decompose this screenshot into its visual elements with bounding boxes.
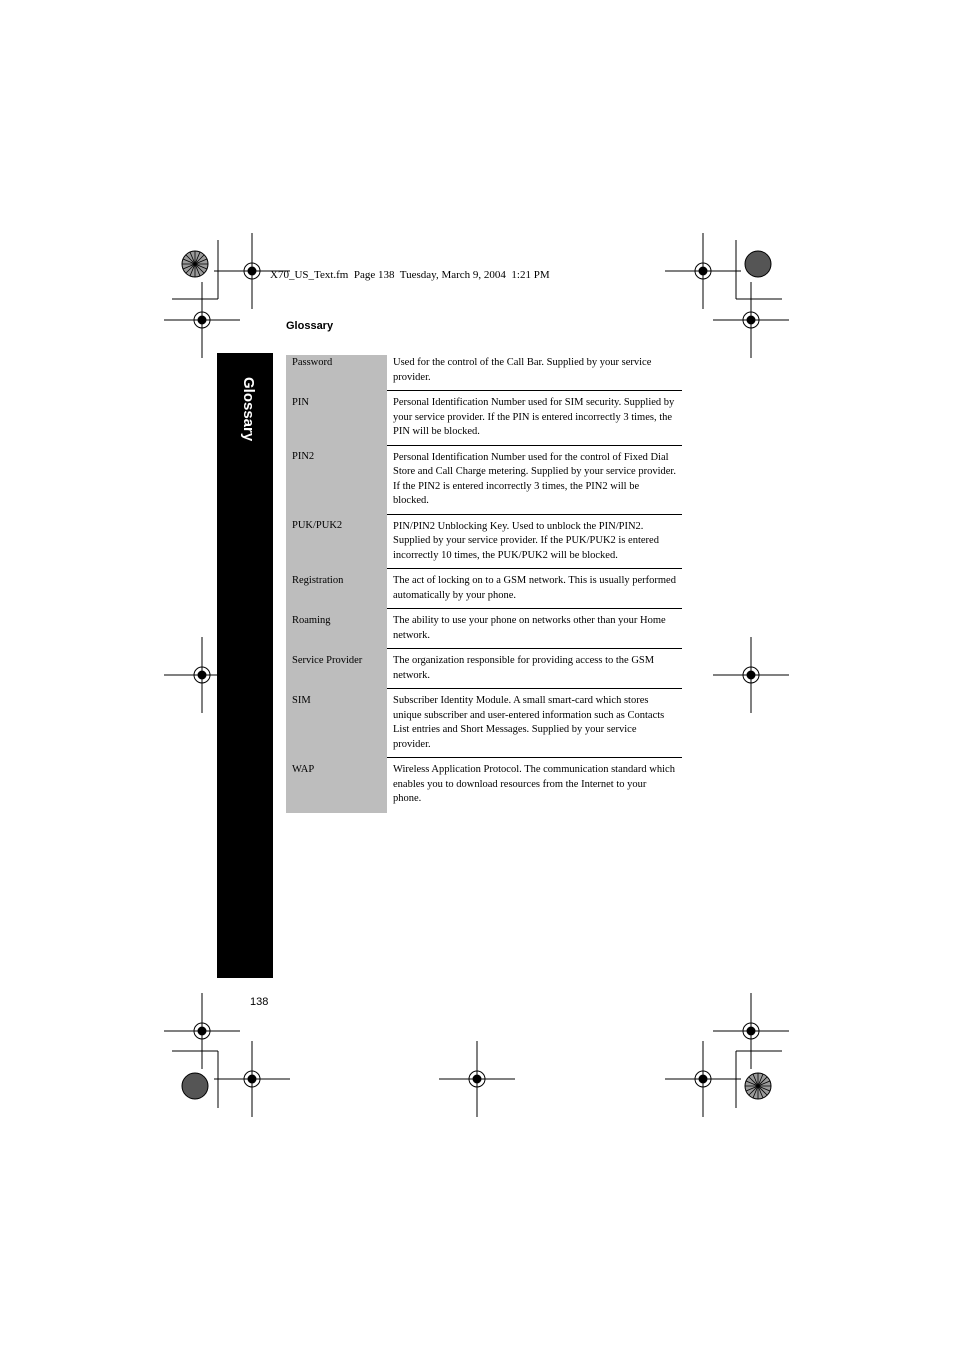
glossary-definition: The ability to use your phone on networks other than your Home network. bbox=[387, 609, 682, 649]
glossary-row bbox=[286, 689, 682, 758]
sidebar-tab-label: Glossary bbox=[240, 377, 257, 442]
calibration-rosette-icon bbox=[181, 1072, 209, 1100]
section-title: Glossary bbox=[286, 320, 334, 332]
glossary-definition: Wireless Application Protocol. The communication standard which enables you to download resources from the Internet to your phone. bbox=[387, 758, 682, 813]
glossary-row bbox=[286, 445, 682, 514]
glossary-term: Service Provider bbox=[286, 649, 387, 689]
glossary-definition: PIN/PIN2 Unblocking Key. Used to unblock the PIN/PIN2. Supplied by your service provider. If the PUK/PUK2 is entered incorrectly 10 times, the PUK/PUK2 will be blocked. bbox=[387, 514, 682, 569]
calibration-rosette-icon bbox=[181, 250, 209, 278]
glossary-table bbox=[286, 355, 682, 813]
glossary-term: Roaming bbox=[286, 609, 387, 649]
glossary-term: SIM bbox=[286, 689, 387, 758]
glossary-row bbox=[286, 758, 682, 813]
page-number: 138 bbox=[250, 996, 269, 1008]
registration-target-icon bbox=[711, 280, 791, 360]
registration-target-icon bbox=[437, 1039, 517, 1119]
glossary-definition: The organization responsible for providing access to the GSM network. bbox=[387, 649, 682, 689]
glossary-term: Password bbox=[286, 355, 387, 391]
glossary-row bbox=[286, 609, 682, 649]
glossary-row bbox=[286, 649, 682, 689]
glossary-definition: Personal Identification Number used for the control of Fixed Dial Store and Call Charge metering. Supplied by your service provider. If the PIN2 is entered incorrectly 3 times, the PIN2 will be blocked. bbox=[387, 445, 682, 514]
glossary-term: WAP bbox=[286, 758, 387, 813]
glossary-term: PIN2 bbox=[286, 445, 387, 514]
registration-target-icon bbox=[663, 1039, 743, 1119]
sidebar-tab bbox=[217, 353, 273, 978]
glossary-row bbox=[286, 355, 682, 391]
glossary-definition: The act of locking on to a GSM network. This is usually performed automatically by your phone. bbox=[387, 569, 682, 609]
glossary-definition: Subscriber Identity Module. A small smart-card which stores unique subscriber and user-entered information such as Contacts List entries and Short Messages. Supplied by your service provider. bbox=[387, 689, 682, 758]
glossary-row bbox=[286, 514, 682, 569]
glossary-term: PIN bbox=[286, 391, 387, 446]
registration-target-icon bbox=[711, 635, 791, 715]
file-info-line: X70_US_Text.fm Page 138 Tuesday, March 9, 2004 1:21 PM bbox=[270, 269, 550, 281]
glossary-definition: Used for the control of the Call Bar. Supplied by your service provider. bbox=[393, 357, 652, 383]
glossary-term: PUK/PUK2 bbox=[286, 514, 387, 569]
glossary-row bbox=[286, 569, 682, 609]
calibration-rosette-icon bbox=[744, 1072, 772, 1100]
calibration-rosette-icon bbox=[744, 250, 772, 278]
registration-target-icon bbox=[212, 1039, 292, 1119]
registration-target-icon bbox=[162, 280, 242, 360]
glossary-row bbox=[286, 391, 682, 446]
glossary-definition: Personal Identification Number used for SIM security. Supplied by your service provider. If the PIN is entered incorrectly 3 times, the PIN will be blocked. bbox=[387, 391, 682, 446]
glossary-term: Registration bbox=[286, 569, 387, 609]
